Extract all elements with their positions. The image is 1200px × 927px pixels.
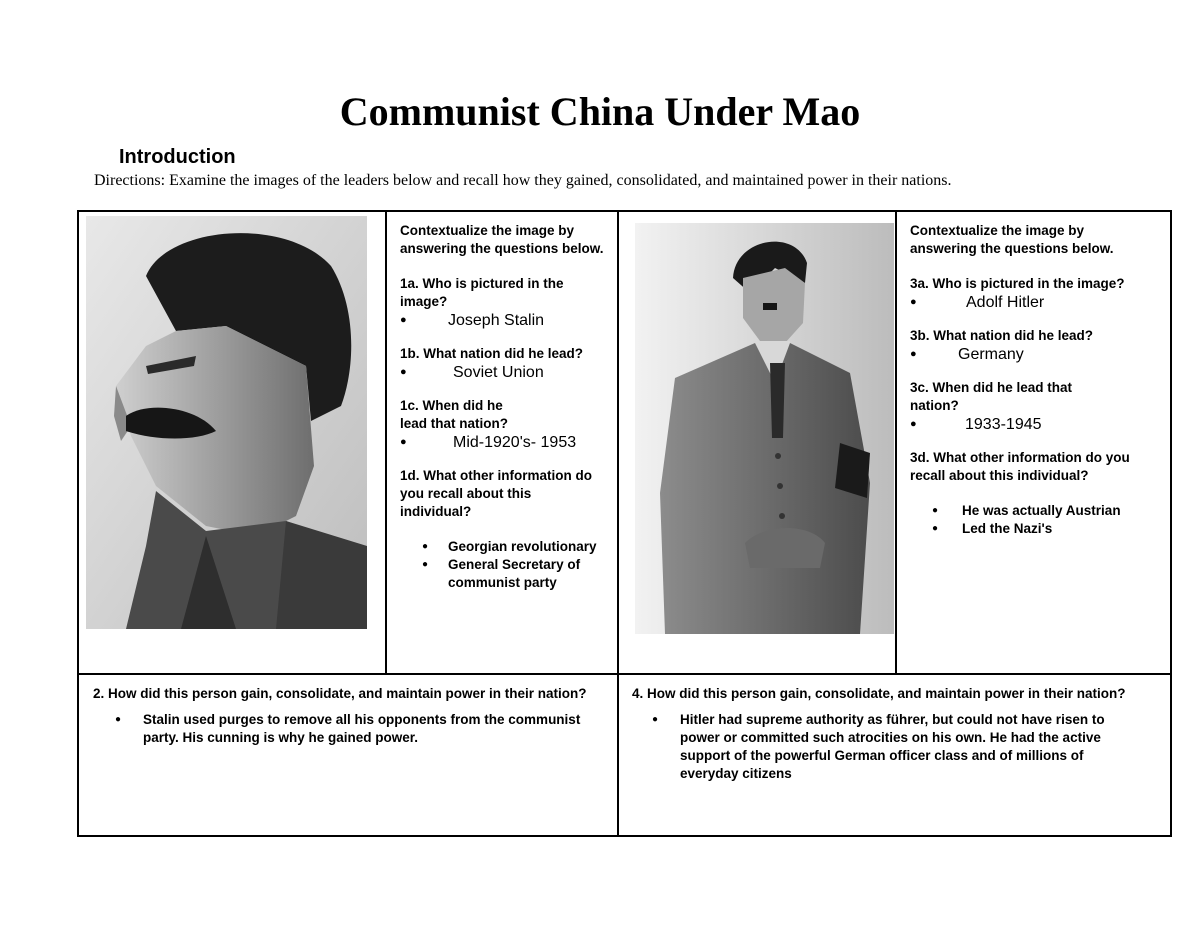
list-item [422,556,612,592]
section-heading: Introduction [119,146,236,168]
list-item-text: Georgian revolutionary [448,539,597,554]
question-4-cell [632,685,1162,783]
question-3d: 3d. What other information do you recall about this individual? [910,450,1130,483]
right-questions-panel [910,222,1160,538]
answer-1d-list [400,538,612,592]
answer-text: Joseph Stalin [448,312,545,329]
question-1b: 1b. What nation did he lead? [400,346,584,361]
answer-1a [400,311,612,330]
left-intro: Contextualize the image by answering the questions below. [400,223,604,256]
list-item-text: Led the Nazi's [962,521,1053,536]
answer-text: 1933-1945 [965,416,1042,433]
answer-text: Germany [958,346,1024,363]
right-intro: Contextualize the image by answering the questions below. [910,223,1114,256]
answer-3b [910,345,1160,364]
list-item [932,520,1160,538]
answer-4 [632,711,1142,783]
list-item-text: He was actually Austrian [962,503,1121,518]
bullet-icon: ● [932,523,939,534]
answer-3c [910,415,1160,434]
list-item-text: General Secretary of communist party [448,557,581,590]
answer-1b [400,363,612,382]
bullet-icon: ● [910,418,917,430]
question-4: 4. How did this person gain, consolidate, and maintain power in their nation? [632,686,1126,701]
stalin-portrait [86,216,367,629]
worksheet-table [77,210,1172,837]
list-item [932,502,1160,520]
divider [385,212,387,674]
question-1c: 1c. When did he lead that nation? [400,398,508,431]
answer-2 [93,711,598,747]
bullet-icon: ● [932,505,939,516]
question-1d: 1d. What other information do you recall about this individual? [400,468,592,519]
page-title: Communist China Under Mao [339,89,861,134]
question-3c: 3c. When did he lead that nation? [910,380,1073,413]
bullet-icon: ● [422,541,429,552]
answer-3a [910,293,1160,312]
answer-text: Soviet Union [453,364,544,381]
question-2-cell [93,685,603,747]
divider [895,212,897,674]
bullet-icon: ● [910,296,917,308]
answer-text: Adolf Hitler [966,294,1045,311]
question-3a: 3a. Who is pictured in the image? [910,276,1125,291]
bullet-icon: ● [115,714,122,725]
answer-1c [400,433,612,452]
bullet-icon: ● [400,314,407,326]
question-3b: 3b. What nation did he lead? [910,328,1094,343]
directions-text: Directions: Examine the images of the leaders below and recall how they gained, consolidated, and maintained power in their nations. [94,172,952,189]
answer-text: Mid-1920's- 1953 [453,434,577,451]
bullet-icon: ● [910,348,917,360]
question-2: 2. How did this person gain, consolidate, and maintain power in their nation? [93,686,587,701]
bullet-icon: ● [400,436,407,448]
answer-3d-list [910,502,1160,538]
left-questions-panel [400,222,612,592]
bullet-icon: ● [400,366,407,378]
answer-text: Hitler had supreme authority as führer, but could not have risen to power or committed such atrocities on his own. He had the active support of the powerful German officer class and of millions of everyday citizens [680,712,1105,781]
list-item [422,538,612,556]
divider [617,212,619,837]
divider [79,673,1172,675]
question-1a: 1a. Who is pictured in the image? [400,276,564,309]
hitler-portrait [635,223,894,634]
answer-text: Stalin used purges to remove all his opponents from the communist party. His cunning is why he gained power. [143,712,581,745]
bullet-icon: ● [422,559,429,570]
bullet-icon: ● [652,714,659,725]
